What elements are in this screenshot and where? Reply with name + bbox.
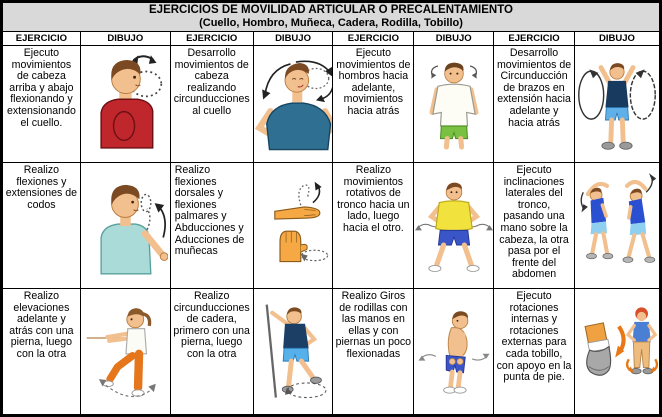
- column-header-row: [3, 32, 660, 46]
- drawing-cell: [80, 163, 170, 289]
- head-flexion-extension-drawing: [81, 52, 170, 156]
- table-row: [3, 46, 660, 163]
- exercise-text: Realizo elevaciones adelante y atrás con una pierna, luego con la otra: [3, 289, 81, 415]
- exercise-text: Realizo circunducciones de cadera, primero con una pierna, luego con la otra: [170, 289, 253, 415]
- trunk-rotation-drawing: [414, 171, 493, 281]
- table-row: [3, 289, 660, 415]
- col-header-ejercicio-4: EJERCICIO: [494, 32, 575, 46]
- drawing-cell: [574, 46, 659, 163]
- drawing-cell: [574, 163, 659, 289]
- col-header-ejercicio-3: EJERCICIO: [333, 32, 414, 46]
- neck-circumduction-drawing: [254, 52, 333, 156]
- col-header-dibujo-2: DIBUJO: [253, 32, 333, 46]
- knee-rotation-drawing: [414, 298, 493, 406]
- arm-circumduction-drawing: [575, 52, 659, 156]
- elbow-flexion-drawing: [81, 173, 170, 279]
- drawing-cell: [574, 289, 659, 415]
- hip-circumduction-drawing: [254, 297, 333, 407]
- drawing-cell: [414, 46, 494, 163]
- exercise-text: Ejecuto movimientos de cabeza arriba y abajo flexionando y extensionando el cuello.: [3, 46, 81, 163]
- exercise-text: Desarrollo movimientos de cabeza realizando circunducciones al cuello: [170, 46, 253, 163]
- exercise-text: Ejecuto movimientos de hombros hacia adelante, movimientos hacia atrás: [333, 46, 414, 163]
- table-row: [3, 163, 660, 289]
- col-header-dibujo-4: DIBUJO: [574, 32, 659, 46]
- drawing-cell: [414, 289, 494, 415]
- drawing-cell: [253, 289, 333, 415]
- page-subtitle: (Cuello, Hombro, Muñeca, Cadera, Rodilla, Tobillo): [199, 17, 463, 29]
- drawing-cell: [414, 163, 494, 289]
- col-header-ejercicio-2: EJERCICIO: [170, 32, 253, 46]
- col-header-dibujo-1: DIBUJO: [80, 32, 170, 46]
- ankle-rotation-drawing: [575, 298, 659, 406]
- exercise-text: Realizo movimientos rotativos de tronco hacia un lado, luego hacia el otro.: [333, 163, 414, 289]
- col-header-dibujo-3: DIBUJO: [414, 32, 494, 46]
- exercise-text: Realizo Giros de rodillas con las manos en ellas y con piernas un poco flexionadas: [333, 289, 414, 415]
- leg-elevation-drawing: [81, 297, 170, 407]
- drawing-cell: [253, 46, 333, 163]
- drawing-cell: [253, 163, 333, 289]
- exercise-text: Ejecuto rotaciones internas y rotaciones externas para cada tobillo, con apoyo en la punta de pie.: [494, 289, 575, 415]
- exercise-text: Realizo flexiones dorsales y flexiones palmares y Abducciones y Aducciones de muñecas: [170, 163, 253, 289]
- col-header-ejercicio-1: EJERCICIO: [3, 32, 81, 46]
- drawing-cell: [80, 289, 170, 415]
- wrist-flexion-abduction-drawing: [254, 173, 333, 279]
- trunk-lateral-inclination-drawing: [575, 170, 659, 282]
- exercise-table: [2, 2, 660, 415]
- exercise-text: Realizo flexiones y extensiones de codos: [3, 163, 81, 289]
- exercise-text: Desarrollo movimientos de Circunducción de brazos en extensión hacia adelante y hacia atrás: [494, 46, 575, 163]
- exercise-text: Ejecuto inclinaciones laterales del tronco, pasando una mano sobre la cabeza, la otra pasa por el frente del abdomen: [494, 163, 575, 289]
- shoulder-movements-drawing: [414, 52, 493, 156]
- table-title-block: [3, 3, 660, 32]
- drawing-cell: [80, 46, 170, 163]
- page-title: EJERCICIOS DE MOVILIDAD ARTICULAR O PRECALENTAMIENTO: [149, 4, 513, 16]
